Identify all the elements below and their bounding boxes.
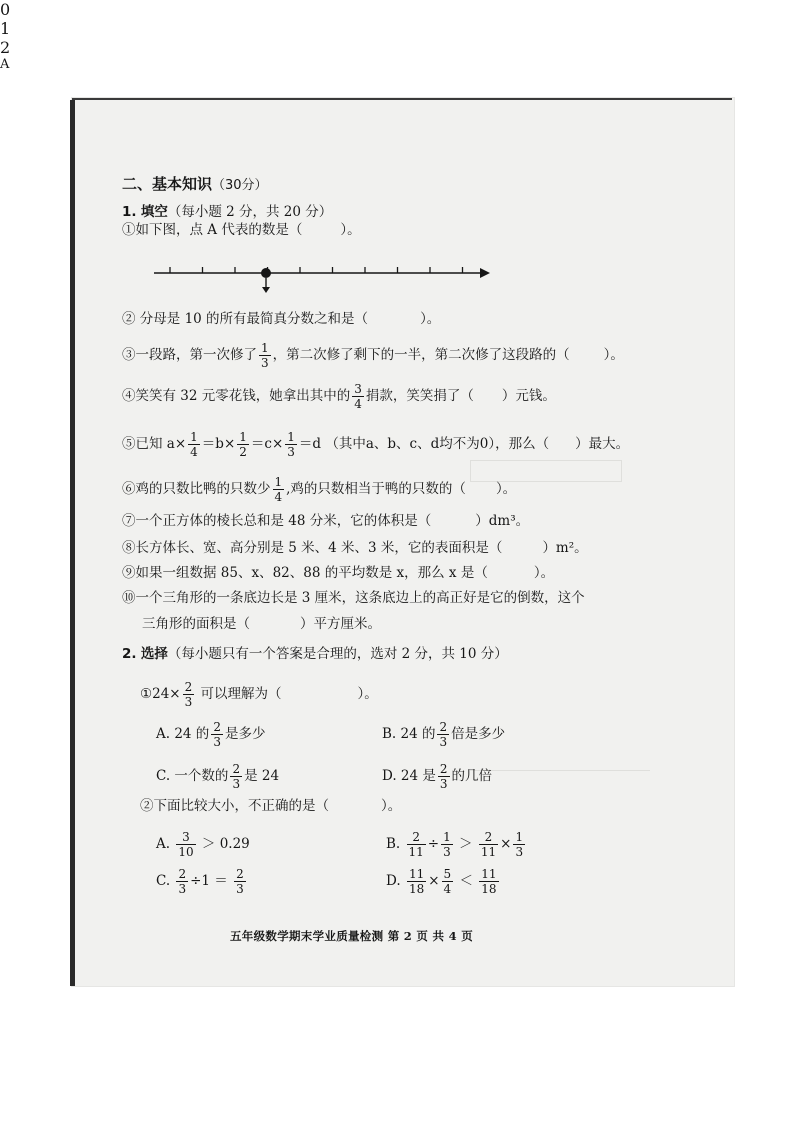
fill-question-8: [122, 540, 588, 556]
fraction: $\frac{5}{4}$: [443, 867, 452, 896]
fraction: $\frac{2}{11}$: [408, 830, 424, 859]
choice-1-option-a[interactable]: [156, 721, 265, 748]
section-title-text: 二、基本知识: [122, 175, 213, 193]
q3-text: ③一段路，第一次修了: [122, 347, 257, 363]
option-text-end: 倍是多少: [451, 726, 506, 742]
q1-text-end: ）。: [340, 222, 361, 238]
q6-text: ⑥鸡的只数比鸭的只数少: [122, 481, 271, 497]
choice-2-option-c[interactable]: [156, 868, 248, 895]
q8-text: ⑧长方体长、宽、高分别是 5 米、4 米、3 米，它的表面积是（: [122, 540, 503, 556]
page-footer: 五年级数学期末学业质量检测 第 2 页 共 4 页: [230, 929, 474, 943]
fraction: $\frac{2}{3}$: [184, 680, 193, 709]
fraction: $\frac{1}{2}$: [239, 430, 247, 459]
fraction: $\frac{1}{3}$: [261, 341, 269, 370]
q9-text-end: ）。: [533, 565, 555, 581]
choice-heading: [122, 646, 508, 662]
fraction: $\frac{2}{3}$: [178, 867, 187, 896]
fraction: $\frac{1}{4}$: [190, 430, 198, 459]
fraction: $\frac{1}{4}$: [274, 475, 283, 504]
q10-text-b: 三角形的面积是（: [142, 616, 250, 632]
choice-heading-note: （每小题只有一个答案是合理的，选对 2 分，共 10 分）: [167, 646, 508, 662]
q7-text: ⑦一个正方体的棱长总和是 48 分米，它的体积是（: [122, 513, 432, 529]
paper-edge-left: [70, 100, 75, 986]
q5-text-end: ）最大。: [575, 436, 630, 452]
fraction: $\frac{3}{10}$: [178, 830, 194, 859]
option-text: C. 一个数的: [156, 768, 229, 784]
q10-text: ⑩一个三角形的一条底边长是 3 厘米，这条底边上的高正好是它的倒数，这个: [122, 590, 585, 606]
option-text-end: 的几倍: [451, 768, 493, 784]
point-a-label: A: [0, 57, 10, 72]
cq1-stem: ①24×: [140, 686, 181, 702]
choice-2-option-a[interactable]: [156, 831, 250, 858]
choice-2-option-b[interactable]: [386, 831, 527, 858]
fraction: $\frac{1}{3}$: [515, 830, 524, 859]
number-line-label-1: 1: [0, 19, 11, 38]
number-line-label-0: 0: [0, 0, 11, 19]
fill-question-10: [122, 590, 585, 606]
fraction: $\frac{11}{18}$: [481, 867, 497, 896]
fraction: $\frac{11}{18}$: [408, 867, 425, 896]
q4-text-mid: 捐款，笑笑捐了（: [365, 388, 474, 404]
cq2-stem: ②下面比较大小，不正确的是（: [140, 798, 329, 814]
option-letter: A.: [156, 836, 171, 852]
fraction: $\frac{2}{3}$: [439, 720, 448, 749]
q9-text: ⑨如果一组数据 85、x、82、88 的平均数是 x，那么 x 是（: [122, 565, 488, 581]
cq1-stem-mid: 可以理解为（: [196, 686, 282, 702]
q4-text-end: ）元钱。: [501, 388, 556, 404]
fraction: $\frac{2}{3}$: [232, 762, 241, 791]
q6-text-mid: ,鸡的只数相当于鸭的只数的（: [286, 481, 466, 497]
q3-text-mid: ，第二次修了剩下的一半，第二次修了这段路的（: [272, 347, 570, 363]
fraction: $\frac{1}{3}$: [287, 430, 295, 459]
choice-heading-title: 选择: [140, 646, 168, 662]
choice-1-option-b[interactable]: [382, 721, 505, 748]
option-letter: D.: [386, 873, 401, 889]
q5-text-c: ＝c×: [250, 436, 284, 452]
choice-question-1: [140, 681, 378, 708]
option-text: A. 24 的: [156, 726, 210, 742]
fraction: $\frac{2}{3}$: [213, 720, 221, 749]
bleed-through-line: [470, 770, 650, 771]
q5-text: ⑤已知 a×: [122, 436, 187, 452]
q2-text: ② 分母是 10 的所有最简真分数之和是（: [122, 311, 369, 327]
number-line: [150, 258, 495, 308]
q1-text: ①如下图，点 A 代表的数是（: [122, 222, 303, 238]
point-a-arrowhead: [262, 287, 270, 293]
section-title: [122, 176, 268, 194]
q6-text-end: ）。: [495, 481, 517, 497]
fill-question-1: [122, 222, 361, 238]
fraction: $\frac{3}{4}$: [354, 382, 362, 411]
fill-question-5: [122, 431, 629, 458]
number-line-ticks: [170, 267, 463, 273]
fill-heading-number: 1.: [122, 204, 137, 220]
fill-question-6: [122, 476, 516, 503]
fill-heading-note: （每小题 2 分，共 20 分）: [167, 204, 333, 220]
fill-question-7: [122, 513, 529, 529]
q4-text: ④笑笑有 32 元零花钱，她拿出其中的: [122, 388, 351, 404]
fill-question-4: [122, 383, 556, 410]
option-text-end: 是 24: [244, 768, 280, 784]
fill-question-9: [122, 565, 554, 581]
fraction: $\frac{2}{3}$: [236, 867, 244, 896]
choice-question-2: [140, 798, 401, 814]
q5-text-b: ＝b×: [201, 436, 236, 452]
fill-question-2: [122, 311, 440, 327]
q10-text-end: ）平方厘米。: [300, 616, 381, 632]
fill-heading-title: 填空: [140, 204, 168, 220]
q2-text-end: ）。: [420, 311, 441, 327]
q3-text-end: ）。: [603, 347, 624, 363]
operator: ×: [500, 836, 512, 852]
option-letter: B.: [386, 836, 401, 852]
cq2-stem-end: ）。: [381, 798, 402, 814]
operator: ×: [428, 873, 440, 889]
q5-text-d: ＝d （其中a、b、c、d均不为0），那么（: [298, 436, 550, 452]
paper-edge-top: [72, 98, 732, 100]
operator: ÷: [427, 836, 440, 852]
operator: ＜: [455, 873, 478, 889]
option-text-end: 是多少: [224, 726, 266, 742]
number-line-arrow: [480, 268, 490, 278]
fraction: $\frac{1}{3}$: [443, 830, 451, 859]
q7-text-end: ）dm³。: [475, 513, 530, 529]
option-text: B. 24 的: [382, 726, 436, 742]
choice-1-option-c[interactable]: [156, 763, 279, 790]
fill-question-3: [122, 342, 624, 369]
choice-1-option-d[interactable]: [382, 763, 492, 790]
fraction: $\frac{2}{11}$: [480, 830, 497, 859]
q8-text-end: ）m²。: [542, 540, 588, 556]
option-text: ＞ 0.29: [197, 836, 250, 852]
operator: ＞: [454, 836, 477, 852]
section-points: （30分）: [212, 178, 268, 193]
option-letter: C.: [156, 873, 171, 889]
fraction: $\frac{2}{3}$: [439, 762, 448, 791]
cq1-stem-end: ）。: [357, 686, 378, 702]
fill-heading: [122, 204, 332, 220]
number-line-label-2: 2: [0, 38, 11, 57]
option-text: D. 24 是: [382, 768, 436, 784]
point-a-dot: [261, 268, 271, 278]
operator: ÷1 ＝: [190, 873, 233, 889]
choice-heading-number: 2.: [122, 646, 137, 662]
fill-question-10-cont: [142, 616, 381, 632]
choice-2-option-d[interactable]: [386, 868, 501, 895]
